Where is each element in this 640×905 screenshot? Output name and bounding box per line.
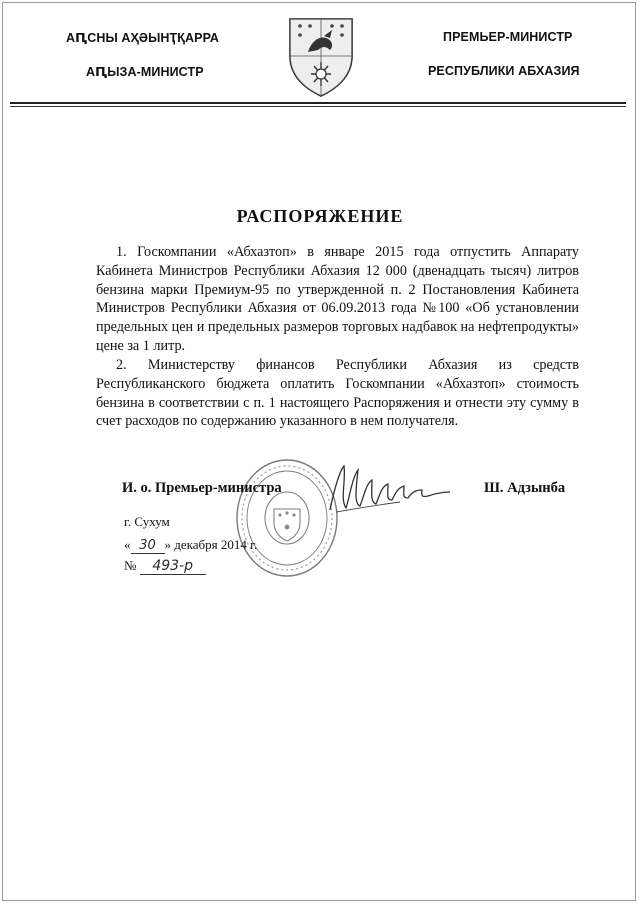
page-border (2, 2, 636, 901)
header-rule-thick (10, 102, 626, 104)
handwritten-signature-icon (300, 460, 460, 520)
header-rule-thin (10, 106, 626, 107)
number-prefix: № (124, 558, 137, 573)
handwritten-number: 493-р (140, 558, 206, 575)
header-left-line2: АԤЫЗА-МИНИСТР (86, 65, 204, 79)
header-left-line1: АԤСНЫ АҲӘЫНҬҚАРРА (66, 31, 220, 45)
date-open-quote: « (124, 537, 131, 552)
date-line (124, 537, 257, 554)
document-title: РАСПОРЯЖЕНИЕ (236, 206, 404, 226)
header-right-line1: ПРЕМЬЕР-МИНИСТР (443, 30, 573, 44)
signatory-title: И. о. Премьер-министра (122, 480, 282, 496)
handwritten-day: 30 (131, 538, 165, 554)
state-emblem-icon (286, 16, 356, 98)
signatory-name: Ш. Адзынба (484, 480, 566, 496)
paragraph-2: 2. Министерству финансов Республики Абхазия из средств Республиканского бюджета оплатить Госкомпании «Абхазтоп» стоимость бензина в соответствии с п. 1 настоящего Распоряжения и отнести эту сумму в счет расходов по содержанию указанного в нем получателя. (96, 357, 579, 430)
paragraph-1: 1. Госкомпании «Абхазтоп» в январе 2015 года отпустить Аппарату Кабинета Министров Республики Абхазия 12 000 (двенадцать тысяч) литров бензина марки Премиум-95 по утвержденной п. 2 Постановления Кабинета Министров Республики Абхазия от 06.09.2013 года №100 «Об установлении предельных цен и предельных размеров торговых надбавок на нефтепродукты» цене за 1 литр. (96, 244, 579, 354)
date-rest: » декабря 2014 г. (164, 537, 258, 552)
number-line (124, 558, 206, 575)
place-of-signing: г. Сухум (124, 514, 170, 529)
header-right-line2: РЕСПУБЛИКИ АБХАЗИЯ (428, 64, 580, 78)
